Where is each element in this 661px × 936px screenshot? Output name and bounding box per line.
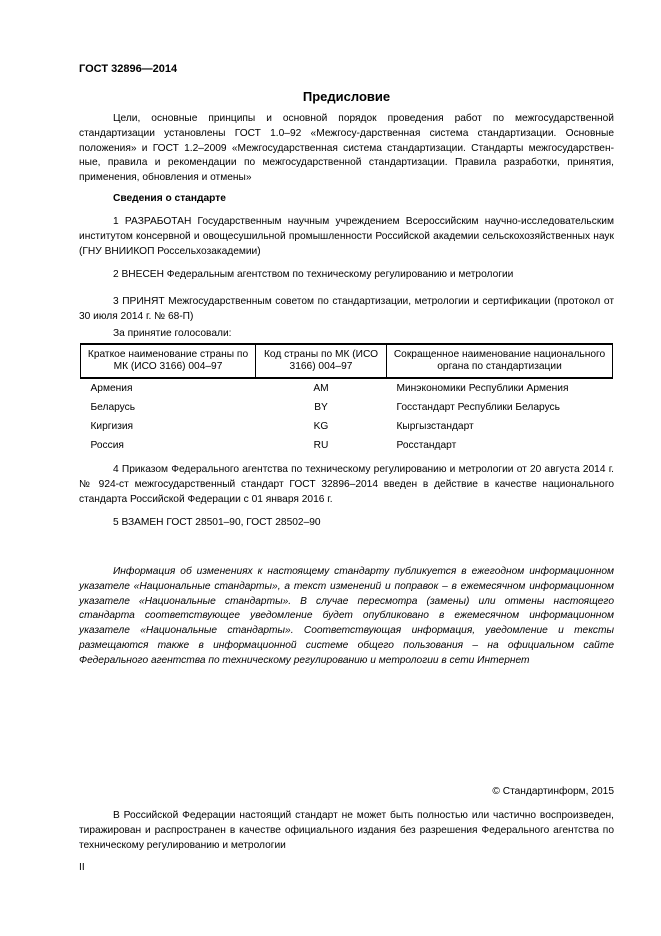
page-number: II (79, 862, 85, 873)
national-body: Госстандарт Республики Беларусь (396, 402, 560, 413)
country-code: KG (313, 421, 329, 432)
intro-paragraph: Цели, основные принципы и основной порядок проведения работ по межгосударственной стандартизации установлены ГОСТ 1.0–92 «Межгосу-дарственная система стандартизации. Основные положения» и ГОСТ 1.2–2009 «Межгосударственная система стандартизации. Стандарты межгосударствен-ные, правила и рекомендации по межгосударственной стандартизации. Правила разработки, принятия, применения, обновления и отмены» (79, 113, 614, 184)
copyright: © Стандартинформ, 2015 (492, 786, 614, 797)
national-body: Кыргызстандарт (396, 421, 474, 432)
item-adopted: 3 ПРИНЯТ Межгосударственным советом по стандартизации, метрологии и сертификации (протокол от 30 июля 2014 г. № 68-П) (79, 296, 614, 322)
reproduction-notice: В Российской Федерации настоящий стандарт не может быть полностью или частично воспроизведен, тиражирован и распространен в качестве официального издания без разрешения Федерального агентства по техническому регулированию и метрологии (79, 810, 614, 851)
header-country-code: Код страны по МК (ИСО 3166) 004–97 (256, 344, 387, 378)
table-row (81, 436, 613, 455)
header-country-name: Краткое наименование страны по МК (ИСО 3166) 004–97 (81, 344, 256, 378)
table-row (81, 398, 613, 417)
country-name: Россия (90, 440, 124, 451)
national-body: Минэкономики Республики Армения (396, 383, 569, 394)
country-code: BY (314, 402, 328, 413)
country-code: AM (313, 383, 329, 394)
voting-table (80, 343, 613, 455)
item-enacted: 4 Приказом Федерального агентства по техническому регулированию и метрологии от 20 августа 2014 г. № 924-ст межгосударственный стандарт ГОСТ 32896–2014 введен в действие в качестве национального стандарта Российской Федерации с 01 января 2016 г. (79, 464, 614, 505)
page-title: Предисловие (302, 89, 391, 104)
changes-notice: Информация об изменениях к настоящему стандарту публикуется в ежегодном информационном указателе «Национальные стандарты», а текст изменений и поправок – в ежемесячном информационном указателе «Национальные стандарты». В случае пересмотра (замены) или отмены настоящего стандарта соответствующее уведомление будет опубликовано в ежемесячном информационном указателе «Национальные стандарты». Соответствующая информация, уведомление и тексты размещаются также в информационной системе общего пользования – на официальном сайте Федерального агентства по техническому регулированию и метрологии в сети Интернет (79, 566, 614, 666)
table-row (81, 378, 613, 398)
country-name: Беларусь (90, 402, 136, 413)
country-code: RU (313, 440, 329, 451)
table-header-row (81, 344, 613, 378)
item-submitted: 2 ВНЕСЕН Федеральным агентством по техническому регулированию и метрологии (113, 269, 514, 280)
table-row (81, 417, 613, 436)
item-developed: 1 РАЗРАБОТАН Государственным научным учреждением Всероссийским научно-исследовательским институтом консервной и овощесушильной промышленности Российской академии сельскохозяйственных наук (ГНУ ВНИИКОП Россельхозакадемии) (79, 216, 614, 257)
vote-label: За принятие голосовали: (113, 328, 232, 339)
info-heading: Сведения о стандарте (113, 193, 226, 204)
header-national-body: Сокращенное наименование национального органа по стандартизации (387, 344, 613, 378)
national-body: Росстандарт (396, 440, 457, 451)
item-replaces: 5 ВЗАМЕН ГОСТ 28501–90, ГОСТ 28502–90 (113, 517, 321, 528)
standard-code: ГОСТ 32896—2014 (79, 63, 178, 75)
country-name: Армения (90, 383, 133, 394)
country-name: Киргизия (90, 421, 134, 432)
